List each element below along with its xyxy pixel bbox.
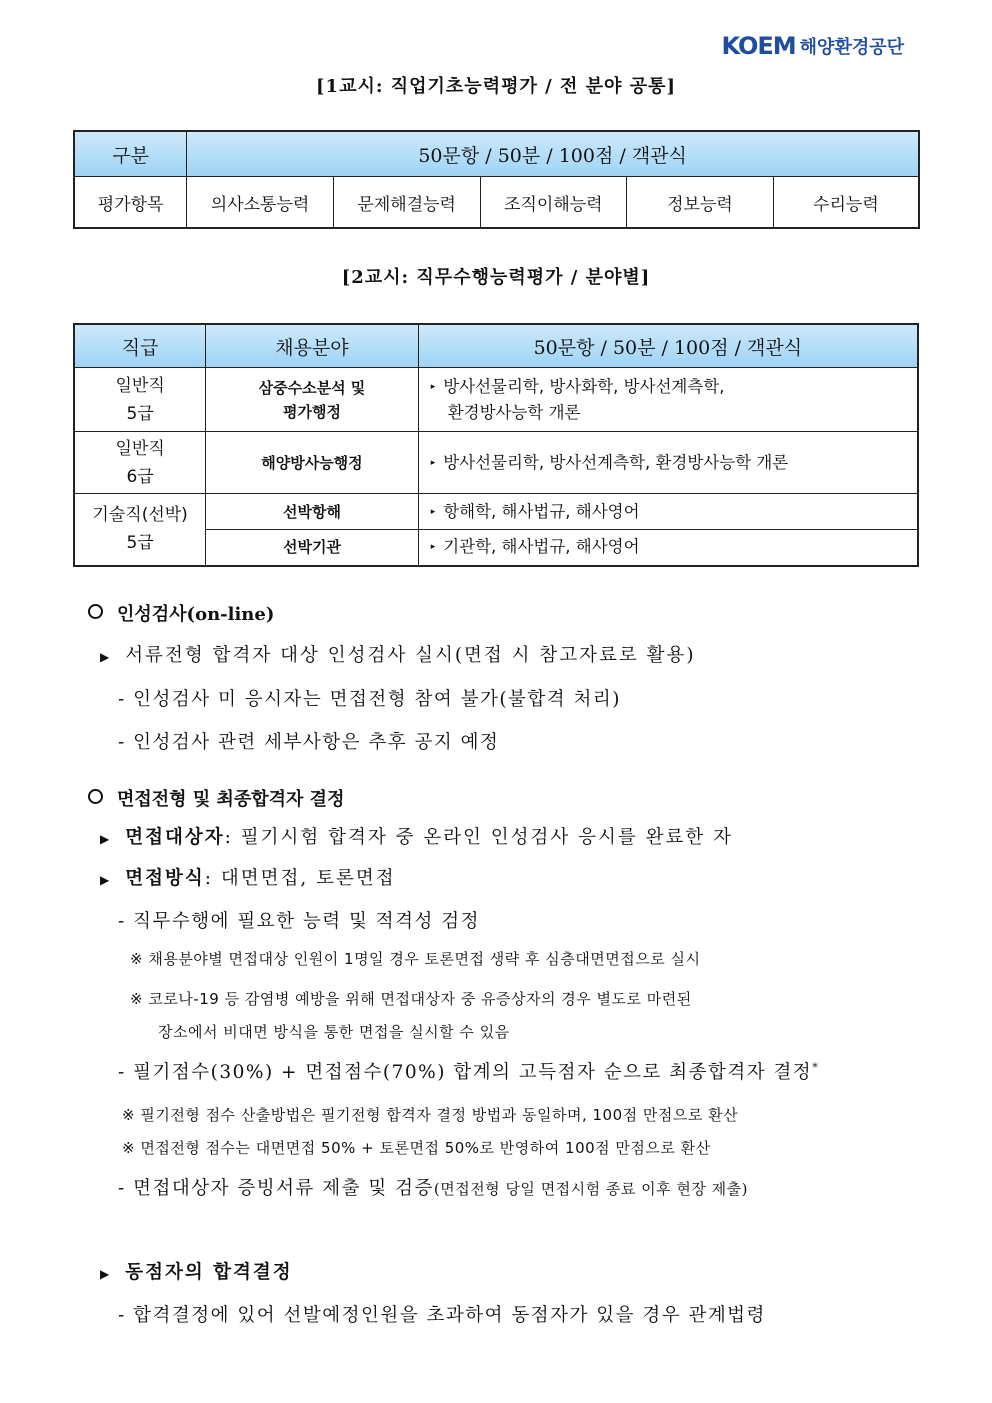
triangle-bullet-icon: ▶ xyxy=(100,1267,112,1281)
tie-dash-1: - 합격결정에 있어 선발예정인원을 초과하여 동점자가 있을 경우 관계법령 xyxy=(118,1305,766,1326)
triangle-bullet-icon: ▸ xyxy=(430,457,436,468)
interview-note-4: ※ 면접전형 점수는 대면면접 50% + 토론면접 50%로 반영하여 100점 만점으로 환산 xyxy=(122,1139,711,1157)
subjects-cell xyxy=(418,432,918,494)
subjects-cell xyxy=(418,530,918,566)
field-line: 평가행정 xyxy=(282,402,341,421)
rank-cell xyxy=(74,494,206,566)
session2-title: [2교시: 직무수행능력평가 / 분야별] xyxy=(341,267,651,288)
interview-target: ▶ 면접대상자: 필기시험 합격자 중 온라인 인성검사 응시를 완료한 자 xyxy=(100,827,734,848)
subjects-cell xyxy=(418,494,918,530)
rank-line: 6급 xyxy=(126,466,154,487)
subjects-line: 기관학, 해사법규, 해사영어 xyxy=(443,537,640,557)
circle-bullet-icon xyxy=(88,604,103,619)
triangle-bullet-icon: ▶ xyxy=(100,873,112,887)
row-label: 평가항목 xyxy=(74,177,187,229)
personality-heading: 인성검사(on-line) xyxy=(88,600,274,626)
subjects-line: 방사선물리학, 방사선계측학, 환경방사능학 개론 xyxy=(443,452,789,472)
eval-item: 문제해결능력 xyxy=(333,177,480,229)
interview-note-2b: 장소에서 비대면 방식을 통한 면접을 실시할 수 있음 xyxy=(158,1023,510,1041)
field-cell: 선박기관 xyxy=(206,530,418,566)
triangle-bullet-icon: ▸ xyxy=(430,381,436,392)
tie-heading: ▶ 동점자의 합격결정 xyxy=(100,1262,293,1283)
interview-heading: 면접전형 및 최종합격자 결정 xyxy=(88,785,344,811)
field-line: 삼중수소분석 및 xyxy=(258,378,366,397)
subjects-cell xyxy=(418,368,918,432)
field-cell: 선박항해 xyxy=(206,494,418,530)
personality-bullet: ▶ 서류전형 합격자 대상 인성검사 실시(면접 시 참고자료로 활용) xyxy=(100,645,696,666)
triangle-bullet-icon: ▸ xyxy=(430,542,436,553)
subjects-line: 환경방사능학 개론 xyxy=(447,402,581,422)
eval-item: 정보능력 xyxy=(627,177,774,229)
eval-item: 의사소통능력 xyxy=(187,177,334,229)
rank-line: 일반직 xyxy=(115,375,165,396)
rank-cell xyxy=(74,368,206,432)
logo-mark: KOEM xyxy=(721,32,796,60)
rank-cell xyxy=(74,432,206,494)
session1-table xyxy=(73,130,920,229)
header-field: 채용분야 xyxy=(206,324,418,368)
triangle-bullet-icon: ▶ xyxy=(100,650,112,664)
eval-item: 조직이해능력 xyxy=(480,177,627,229)
interview-note-2a: ※ 코로나-19 등 감염병 예방을 위해 면접대상자 중 유증상자의 경우 별도로 마련된 xyxy=(130,990,692,1008)
interview-dash-2: - 필기점수(30%) + 면접점수(70%) 합계의 고득점자 순으로 최종합격자 결정* xyxy=(118,1060,820,1083)
interview-note-1: ※ 채용분야별 면접대상 인원이 1명일 경우 토론면접 생략 후 심층대면면접으로 실시 xyxy=(130,950,701,968)
personality-dash-2: - 인성검사 관련 세부사항은 추후 공지 예정 xyxy=(118,732,500,753)
rank-line: 5급 xyxy=(126,533,154,554)
rank-line: 기술직(선박) xyxy=(92,505,188,526)
session1-title: [1교시: 직업기초능력평가 / 전 분야 공통] xyxy=(316,76,676,97)
interview-method: ▶ 면접방식: 대면면접, 토론면접 xyxy=(100,868,396,889)
header-spec: 50문항 / 50분 / 100점 / 객관식 xyxy=(418,324,918,368)
logo-name: 해양환경공단 xyxy=(799,37,904,58)
interview-dash-1: - 직무수행에 필요한 능력 및 적격성 검정 xyxy=(118,911,480,932)
header-rank: 직급 xyxy=(74,324,206,368)
field-cell xyxy=(206,368,418,432)
eval-item: 수리능력 xyxy=(773,177,919,229)
rank-line: 일반직 xyxy=(115,438,165,459)
subjects-line: 방사선물리학, 방사화학, 방사선계측학, xyxy=(443,376,725,396)
logo xyxy=(721,32,904,60)
session2-table xyxy=(73,323,919,567)
subjects-line: 항해학, 해사법규, 해사영어 xyxy=(443,501,640,521)
circle-bullet-icon xyxy=(88,789,103,804)
field-cell: 해양방사능행정 xyxy=(206,432,418,494)
interview-dash-3: - 면접대상자 증빙서류 제출 및 검증(면접전형 당일 면접시험 종료 이후 현장 제출) xyxy=(118,1178,748,1199)
rank-line: 5급 xyxy=(126,403,154,424)
header-spec: 50문항 / 50분 / 100점 / 객관식 xyxy=(187,131,919,177)
header-label: 구분 xyxy=(74,131,187,177)
interview-note-3: ※ 필기전형 점수 산출방법은 필기전형 합격자 결정 방법과 동일하며, 100점 만점으로 환산 xyxy=(122,1106,739,1124)
personality-dash-1: - 인성검사 미 응시자는 면접전형 참여 불가(불합격 처리) xyxy=(118,689,622,710)
triangle-bullet-icon: ▸ xyxy=(430,506,436,517)
triangle-bullet-icon: ▶ xyxy=(100,832,112,846)
